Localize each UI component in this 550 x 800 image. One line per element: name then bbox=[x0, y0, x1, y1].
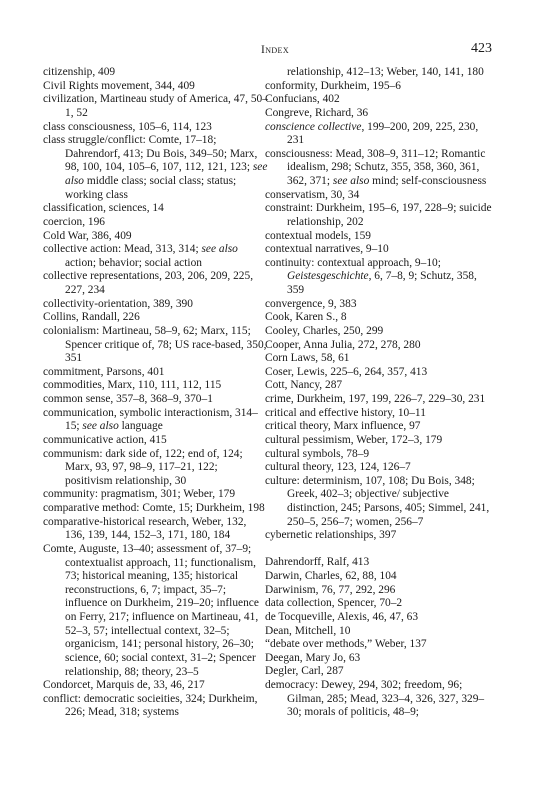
index-entry bbox=[43, 366, 268, 380]
index-column-left bbox=[43, 66, 268, 720]
index-entry-text: mind; self-consciousness bbox=[369, 175, 487, 187]
index-entry bbox=[43, 693, 268, 720]
index-entry bbox=[265, 597, 493, 611]
index-entry-text: Cooley, Charles, 250, 299 bbox=[265, 324, 384, 337]
index-entry-text: Coser, Lewis, 225–6, 264, 357, 413 bbox=[265, 365, 428, 378]
index-entry-italic-text: see also bbox=[201, 243, 238, 256]
index-entry bbox=[265, 202, 493, 229]
index-entry-text: Condorcet, Marquis de, 33, 46, 217 bbox=[43, 679, 205, 692]
index-entry bbox=[265, 148, 493, 189]
index-entry-text: Civil Rights movement, 344, 409 bbox=[43, 79, 195, 92]
index-entry-text: cultural pessimism, Weber, 172–3, 179 bbox=[265, 433, 443, 446]
index-entry bbox=[43, 379, 268, 393]
index-entry-text: conformity, Durkheim, 195–6 bbox=[265, 79, 401, 92]
index-entry-text: Cook, Karen S., 8 bbox=[265, 311, 347, 324]
index-entry-text: critical theory, Marx influence, 97 bbox=[265, 420, 421, 433]
index-entry-text: middle class; social class; status; working class bbox=[65, 175, 237, 201]
index-entry bbox=[265, 679, 493, 720]
index-entry-text: constraint: Durkheim, 195–6, 197, 228–9; suicide relationship, 202 bbox=[265, 202, 492, 228]
index-entry-text: class consciousness, 105–6, 114, 123 bbox=[43, 120, 212, 133]
index-entry-text: Comte, Auguste, 13–40; assessment of, 37–9; contextualist approach, 11; functionalism, 73; historical meaning, 135; historical reconstructions, 6, 7; impact, 35–7; influence on Durkheim, 219–20; influence on Ferry, 217; influence on Martineau, 41, 52–3, 57; intellectual context, 32–5; organicism, 141; personal history, 26–30; science, 60; social context, 31–2; Spencer relationship, 88; theory, 23–5 bbox=[43, 542, 259, 678]
index-entry bbox=[43, 93, 268, 120]
index-entry-text: , 199–200, 209, 225, 230, 231 bbox=[287, 120, 479, 147]
index-entry-text: communicative action, 415 bbox=[43, 433, 167, 446]
index-entry-text: continuity: contextual approach, 9–10; bbox=[265, 256, 441, 269]
index-entry-text: crime, Durkheim, 197, 199, 226–7, 229–30, 231 bbox=[265, 393, 486, 405]
index-entry bbox=[265, 80, 493, 94]
index-entry-text: democracy: Dewey, 294, 302; freedom, 96; Gilman, 285; Mead, 323–4, 326, 327, 329–30; morals of politicis, 48–9; bbox=[265, 679, 485, 719]
index-entry-text: Cott, Nancy, 287 bbox=[265, 379, 343, 392]
index-entry-text: relationship, 412–13; Weber, 140, 141, 180 bbox=[287, 66, 484, 78]
running-header: Index bbox=[260, 44, 290, 56]
index-entry bbox=[265, 66, 493, 80]
index-entry bbox=[43, 311, 268, 325]
index-entry-text: Confucians, 402 bbox=[265, 93, 340, 106]
index-column-right bbox=[265, 66, 493, 720]
index-entry bbox=[265, 434, 493, 448]
index-entry bbox=[265, 121, 493, 148]
index-entry-italic-text: see also bbox=[332, 175, 370, 187]
index-entry-text: convergence, 9, 383 bbox=[265, 297, 357, 310]
index-entry bbox=[265, 379, 493, 393]
index-entry bbox=[43, 270, 268, 297]
index-entry-text: class struggle/conflict: Comte, 17–18; Dahrendorf, 413; Du Bois, 349–50; Marx, 98, 100, 104, 105–6, 107, 112, 121, 123; bbox=[43, 134, 258, 174]
index-entry bbox=[265, 230, 493, 244]
index-entry bbox=[43, 434, 268, 448]
index-entry-text: citizenship, 409 bbox=[43, 66, 116, 78]
index-entry bbox=[265, 243, 493, 257]
index-entry-text: de Tocqueville, Alexis, 46, 47, 63 bbox=[265, 610, 419, 623]
index-entry bbox=[43, 230, 268, 244]
index-entry bbox=[265, 311, 493, 325]
index-entry bbox=[43, 66, 268, 80]
index-entry-text: collectivity-orientation, 389, 390 bbox=[43, 297, 193, 310]
index-entry-text: culture: determinism, 107, 108; Du Bois, 348; Greek, 402–3; objective/ subjective distinction, 245; Parsons, 405; Simmel, 241, 250–5, 256–7; women, 256–7 bbox=[265, 474, 490, 528]
index-entry-text: conflict: democratic socieities, 324; Durkheim, 226; Mead, 318; systems bbox=[43, 692, 258, 719]
index-entry bbox=[265, 529, 493, 543]
index-entry-text: communication, symbolic interactionism, 314–15; bbox=[43, 406, 258, 433]
index-entry-text: “debate over methods,” Weber, 137 bbox=[265, 638, 427, 651]
index-entry-text: classification, sciences, 14 bbox=[43, 202, 164, 215]
index-entry bbox=[43, 298, 268, 312]
index-entry bbox=[43, 516, 268, 543]
index-entry bbox=[265, 475, 493, 530]
index-entry-text: Degler, Carl, 287 bbox=[265, 665, 344, 678]
index-entry-text: cybernetic relationships, 397 bbox=[265, 529, 397, 542]
index-entry bbox=[265, 407, 493, 421]
index-entry bbox=[265, 352, 493, 366]
index-entry bbox=[265, 556, 493, 570]
index-entry-text: colonialism: Martineau, 58–9, 62; Marx, 115; Spencer critique of, 78; US race-based, 350, 351 bbox=[43, 324, 267, 365]
index-entry bbox=[265, 339, 493, 353]
index-entry bbox=[265, 366, 493, 380]
index-entry-text: consciousness: Mead, 308–9, 311–12; Romantic idealism, 298; Schutz, 355, 358, 360, 361, 362, 371; bbox=[265, 147, 486, 187]
index-entry-text: critical and effective history, 10–11 bbox=[265, 406, 426, 419]
index-entry bbox=[265, 325, 493, 339]
index-entry bbox=[43, 216, 268, 230]
index-entry bbox=[43, 679, 268, 693]
index-entry-italic-text: see also bbox=[65, 161, 268, 187]
index-entry-text: language bbox=[118, 420, 163, 433]
index-entry bbox=[43, 80, 268, 94]
index-entry bbox=[265, 93, 493, 107]
index-entry bbox=[43, 502, 268, 516]
index-entry bbox=[265, 625, 493, 639]
index-entry bbox=[265, 107, 493, 121]
index-entry-text: collective action: Mead, 313, 314; bbox=[43, 243, 202, 256]
index-entry bbox=[265, 638, 493, 652]
index-entry-text: commitment, Parsons, 401 bbox=[43, 365, 165, 378]
index-entry-text: contextual narratives, 9–10 bbox=[265, 243, 389, 256]
index-entry-text: Darwin, Charles, 62, 88, 104 bbox=[265, 570, 397, 583]
index-entry bbox=[265, 611, 493, 625]
index-entry-text: Darwinism, 76, 77, 292, 296 bbox=[265, 583, 396, 596]
index-entry-text: action; behavior; social action bbox=[65, 256, 202, 269]
index-entry-text: cultural theory, 123, 124, 126–7 bbox=[265, 461, 411, 474]
index-entry-text: contextual models, 159 bbox=[265, 229, 371, 242]
index-entry bbox=[43, 448, 268, 489]
index-entry bbox=[265, 189, 493, 203]
index-entry bbox=[265, 420, 493, 434]
index-entry bbox=[43, 488, 268, 502]
index-entry bbox=[43, 393, 268, 407]
index-entry-text: Cooper, Anna Julia, 272, 278, 280 bbox=[265, 338, 421, 351]
index-entry bbox=[43, 325, 268, 366]
index-entry-text: Deegan, Mary Jo, 63 bbox=[265, 651, 361, 664]
index-entry bbox=[265, 298, 493, 312]
index-entry-text: comparative-historical research, Weber, 132, 136, 139, 144, 152–3, 171, 180, 184 bbox=[43, 515, 247, 542]
index-entry bbox=[265, 257, 493, 298]
index-entry-text: comparative method: Comte, 15; Durkheim, 198 bbox=[43, 502, 265, 514]
index-entry-italic-text: conscience collective bbox=[265, 120, 362, 133]
index-entry bbox=[43, 243, 268, 270]
index-entry bbox=[265, 665, 493, 679]
index-entry bbox=[43, 134, 268, 202]
index-entry bbox=[265, 584, 493, 598]
index-entry-text: cultural symbols, 78–9 bbox=[265, 447, 370, 460]
index-entry-text: civilization, Martineau study of America, 47, 50–1, 52 bbox=[43, 93, 268, 119]
index-entry-text: Congreve, Richard, 36 bbox=[265, 106, 369, 119]
index-entry-text: conservatism, 30, 34 bbox=[265, 188, 360, 201]
index-entry bbox=[265, 570, 493, 584]
index-entry bbox=[265, 393, 493, 407]
index-entry-text: Dean, Mitchell, 10 bbox=[265, 624, 351, 637]
index-entry-text: Collins, Randall, 226 bbox=[43, 311, 140, 324]
index-entry bbox=[43, 543, 268, 679]
index-entry bbox=[43, 202, 268, 216]
index-entry-text: collective representations, 203, 206, 209, 225, 227, 234 bbox=[43, 270, 254, 296]
page-number: 423 bbox=[471, 41, 492, 56]
index-entry-text: commodities, Marx, 110, 111, 112, 115 bbox=[43, 379, 222, 392]
index-entry-text: coercion, 196 bbox=[43, 215, 105, 228]
index-entry-text: community: pragmatism, 301; Weber, 179 bbox=[43, 488, 236, 501]
index-entry bbox=[265, 652, 493, 666]
index-entry-text: communism: dark side of, 122; end of, 124; Marx, 93, 97, 98–9, 117–21, 122; positivism relationship, 30 bbox=[43, 447, 243, 487]
index-entry-text: data collection, Spencer, 70–2 bbox=[265, 597, 403, 610]
index-entry bbox=[43, 121, 268, 135]
index-entry-text: Cold War, 386, 409 bbox=[43, 229, 132, 242]
index-entry bbox=[265, 448, 493, 462]
index-entry bbox=[43, 407, 268, 434]
index-entry bbox=[265, 461, 493, 475]
index-entry-italic-text: Geistesgeschichte bbox=[287, 270, 369, 283]
index-entry-italic-text: see also bbox=[82, 420, 119, 433]
index-entry-text: Corn Laws, 58, 61 bbox=[265, 352, 350, 365]
index-entry-text: , 6, 7–8, 9; Schutz, 358, 359 bbox=[287, 270, 477, 296]
index-entry-text: Dahrendorff, Ralf, 413 bbox=[265, 556, 370, 569]
index-entry-text: common sense, 357–8, 368–9, 370–1 bbox=[43, 393, 213, 405]
